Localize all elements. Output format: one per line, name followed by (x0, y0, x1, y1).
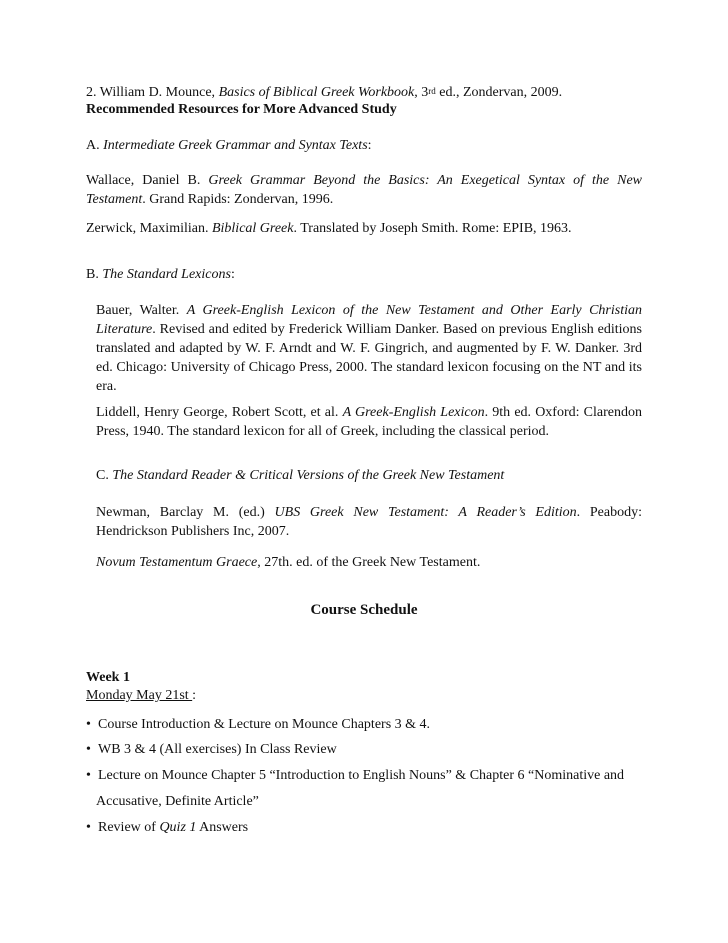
recommended-heading: Recommended Resources for More Advanced Study (86, 102, 397, 117)
newman-citation: Newman, Barclay M. (ed.) UBS Greek New Testament: A Reader’s Edition. Peabody: Hendrickson Publishers Inc, 2007. (96, 505, 642, 539)
list-item-continuation: Accusative, Definite Article” (96, 794, 259, 809)
list-item: • Course Introduction & Lecture on Mounce Chapters 3 & 4. (86, 717, 431, 732)
course-schedule-title: Course Schedule (310, 602, 418, 618)
workbook-citation: 2. William D. Mounce, Basics of Biblical Greek Workbook, 3rd ed., Zondervan, 2009. (86, 85, 563, 100)
novum-citation: Novum Testamentum Graece, 27th. ed. of the Greek New Testament. (96, 555, 481, 570)
section-c-heading: C. The Standard Reader & Critical Versions of the Greek New Testament (96, 468, 505, 483)
section-b-heading: B. The Standard Lexicons: (86, 267, 235, 282)
section-a-heading: A. Intermediate Greek Grammar and Syntax Texts: (86, 138, 372, 153)
wallace-citation: Wallace, Daniel B. Greek Grammar Beyond the Basics: An Exegetical Syntax of the New Testament. Grand Rapids: Zondervan, 1996. (86, 173, 642, 207)
monday-heading: Monday May 21st : (86, 688, 197, 703)
liddell-citation: Liddell, Henry George, Robert Scott, et al. A Greek-English Lexicon. 9th ed. Oxford: Clarendon Press, 1940. The standard lexicon for all of Greek, including the classical period. (96, 405, 642, 439)
bauer-citation: Bauer, Walter. A Greek-English Lexicon of the New Testament and Other Early Christian Literature. Revised and edited by Frederick William Danker. Based on previous English editions translated and adapted by W. F. Arndt and W. F. Gingrich, and augmented by F. W. Danker. 3rd ed. Chicago: University of Chicago Press, 2000. The standard lexicon focusing on the NT and its era. (96, 303, 642, 394)
list-item: • Lecture on Mounce Chapter 5 “Introduction to English Nouns” & Chapter 6 “Nominative and (86, 768, 625, 783)
list-item: • Review of Quiz 1 Answers (86, 820, 249, 835)
list-item: • WB 3 & 4 (All exercises) In Class Review (86, 742, 337, 757)
zerwick-citation: Zerwick, Maximilian. Biblical Greek. Translated by Joseph Smith. Rome: EPIB, 1963. (86, 221, 572, 236)
week-1-heading: Week 1 (86, 670, 130, 685)
